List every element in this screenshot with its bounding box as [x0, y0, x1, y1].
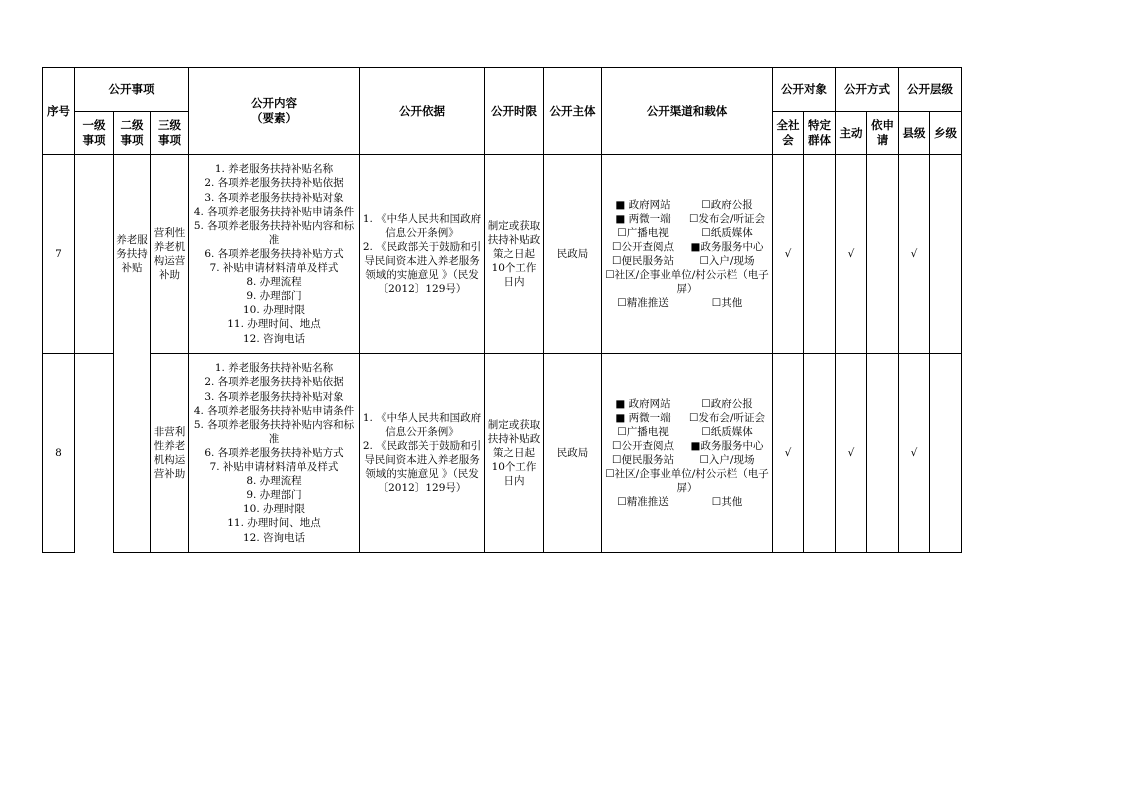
header-level2-line2: 事项 [120, 133, 144, 147]
content-item: 6. 各项养老服务扶持补贴方式 [204, 247, 344, 260]
header-level2 [114, 112, 151, 155]
header-audience: 公开对象 [773, 68, 836, 112]
row-method-active: √ [836, 155, 867, 354]
header-method-request-line1: 依申 [871, 118, 894, 132]
disclosure-table [42, 67, 962, 553]
content-item: 9. 办理部门 [246, 489, 302, 502]
header-method-request [867, 112, 899, 155]
row-level-township [930, 354, 962, 553]
table-row [43, 155, 962, 354]
header-channels: 公开渠道和载体 [602, 68, 773, 155]
row-method-active: √ [836, 354, 867, 553]
channel-paper: ☐纸质媒体 [701, 426, 753, 438]
content-item: 7. 补贴申请材料清单及样式 [209, 461, 339, 474]
header-basis: 公开依据 [360, 68, 485, 155]
channel-website: ■ 政府网站 [615, 199, 671, 211]
header-content [189, 68, 360, 155]
content-item: 11. 办理时间、地点 [227, 517, 321, 530]
content-item: 12. 咨询电话 [242, 332, 306, 345]
channel-reading: ☐公开查阅点 [612, 241, 674, 253]
header-level-township: 乡级 [930, 112, 962, 155]
header-audience-specific-line1: 特定 [808, 118, 831, 132]
row-basis [360, 354, 485, 553]
row-channels [602, 354, 773, 553]
channel-website: ■ 政府网站 [615, 398, 671, 410]
row-time-limit: 制定或获取扶持补贴政策之日起10个工作日内 [485, 155, 544, 354]
header-level-county: 县级 [899, 112, 930, 155]
row-level1 [75, 155, 114, 354]
channel-service-station: ☐便民服务站 [612, 454, 674, 466]
row-method-request [867, 155, 899, 354]
row-channels [602, 155, 773, 354]
channel-two-micro: ■ 两微一端 [615, 412, 671, 424]
row-audience-all: √ [773, 354, 804, 553]
header-level1 [75, 112, 114, 155]
channel-bulletin: ☐社区/企事业单位/村公示栏（电子屏） [605, 468, 769, 494]
row-time-limit: 制定或获取扶持补贴政策之日起10个工作日内 [485, 354, 544, 553]
row-audience-all: √ [773, 155, 804, 354]
header-level3-line1: 三级 [158, 118, 181, 132]
row-subject: 民政局 [544, 354, 602, 553]
row-content [189, 155, 360, 354]
row-subject: 民政局 [544, 155, 602, 354]
content-item: 4. 各项养老服务扶持补贴申请条件 [193, 404, 355, 417]
row-audience-specific [804, 354, 836, 553]
content-item: 6. 各项养老服务扶持补贴方式 [204, 446, 344, 459]
header-level3 [151, 112, 189, 155]
content-item: 4. 各项养老服务扶持补贴申请条件 [193, 205, 355, 218]
row-level3: 营利性养老机构运营补助 [151, 155, 189, 354]
header-items: 公开事项 [75, 68, 189, 112]
content-item: 5. 各项养老服务扶持补贴内容和标准 [193, 418, 355, 445]
header-content-title: 公开内容 [251, 96, 297, 110]
channel-press: ☐发布会/听证会 [689, 213, 765, 225]
basis-item: 2. 《民政部关于鼓励和引导民间资本进入养老服务领域的实施意见 》（民发〔2012〕129号） [362, 241, 482, 295]
header-audience-specific-line2: 群体 [808, 133, 831, 147]
row-level2: 养老服务扶持补贴 [114, 155, 151, 553]
content-item: 10. 办理时限 [242, 304, 306, 317]
channel-home: ☐入户/现场 [699, 255, 755, 267]
channel-service-center: ■政务服务中心 [690, 241, 764, 253]
table-row [43, 354, 962, 553]
channel-service-station: ☐便民服务站 [612, 255, 674, 267]
content-item: 8. 办理流程 [246, 475, 302, 488]
content-item: 1. 养老服务扶持补贴名称 [214, 362, 334, 375]
row-level3: 非营利性养老机构运营补助 [151, 354, 189, 553]
header-level2-line1: 二级 [120, 118, 144, 132]
channel-gazette: ☐政府公报 [701, 398, 753, 410]
content-item: 5. 各项养老服务扶持补贴内容和标准 [193, 219, 355, 246]
content-item: 3. 各项养老服务扶持补贴对象 [204, 191, 344, 204]
row-method-request [867, 354, 899, 553]
channel-tv: ☐广播电视 [617, 227, 669, 239]
channel-push: ☐精准推送 [617, 496, 669, 508]
channel-other: ☐其他 [711, 496, 743, 508]
channel-reading: ☐公开查阅点 [612, 440, 674, 452]
channel-tv: ☐广播电视 [617, 426, 669, 438]
header-method: 公开方式 [836, 68, 899, 112]
row-level-township [930, 155, 962, 354]
row-level-county: √ [899, 354, 930, 553]
header-subject: 公开主体 [544, 68, 602, 155]
header-seq: 序号 [43, 68, 75, 155]
channel-paper: ☐纸质媒体 [701, 227, 753, 239]
content-item: 9. 办理部门 [246, 290, 302, 303]
content-item: 11. 办理时间、地点 [227, 318, 321, 331]
content-item: 7. 补贴申请材料清单及样式 [209, 262, 339, 275]
header-method-active: 主动 [836, 112, 867, 155]
channel-home: ☐入户/现场 [699, 454, 755, 466]
channel-gazette: ☐政府公报 [701, 199, 753, 211]
content-item: 2. 各项养老服务扶持补贴依据 [204, 177, 344, 190]
row-content [189, 354, 360, 553]
content-item: 8. 办理流程 [246, 276, 302, 289]
row-basis [360, 155, 485, 354]
basis-item: 2. 《民政部关于鼓励和引导民间资本进入养老服务领域的实施意见 》（民发〔2012〕129号） [362, 440, 482, 494]
header-audience-specific [804, 112, 836, 155]
channel-two-micro: ■ 两微一端 [615, 213, 671, 225]
header-time-limit: 公开时限 [485, 68, 544, 155]
header-level: 公开层级 [899, 68, 962, 112]
row-level-county: √ [899, 155, 930, 354]
row-level1 [75, 354, 114, 553]
basis-item: 1. 《中华人民共和国政府信息公开条例》 [362, 213, 482, 239]
channel-service-center: ■政务服务中心 [690, 440, 764, 452]
header-level1-line1: 一级 [82, 118, 106, 132]
header-content-sub: （要素） [251, 111, 297, 125]
content-item: 12. 咨询电话 [242, 531, 306, 544]
channel-other: ☐其他 [711, 297, 743, 309]
content-item: 10. 办理时限 [242, 503, 306, 516]
basis-item: 1. 《中华人民共和国政府信息公开条例》 [362, 412, 482, 438]
channel-press: ☐发布会/听证会 [689, 412, 765, 424]
header-level1-line2: 事项 [82, 133, 106, 147]
content-item: 1. 养老服务扶持补贴名称 [214, 163, 334, 176]
row-audience-specific [804, 155, 836, 354]
content-item: 3. 各项养老服务扶持补贴对象 [204, 390, 344, 403]
channel-bulletin: ☐社区/企事业单位/村公示栏（电子屏） [605, 269, 769, 295]
row-seq: 7 [43, 155, 75, 354]
header-audience-all-line2: 会 [782, 133, 794, 147]
header-audience-all [773, 112, 804, 155]
header-audience-all-line1: 全社 [776, 118, 800, 132]
header-level3-line2: 事项 [158, 133, 181, 147]
content-item: 2. 各项养老服务扶持补贴依据 [204, 376, 344, 389]
channel-push: ☐精准推送 [617, 297, 669, 309]
row-seq: 8 [43, 354, 75, 553]
header-method-request-line2: 请 [876, 133, 889, 147]
